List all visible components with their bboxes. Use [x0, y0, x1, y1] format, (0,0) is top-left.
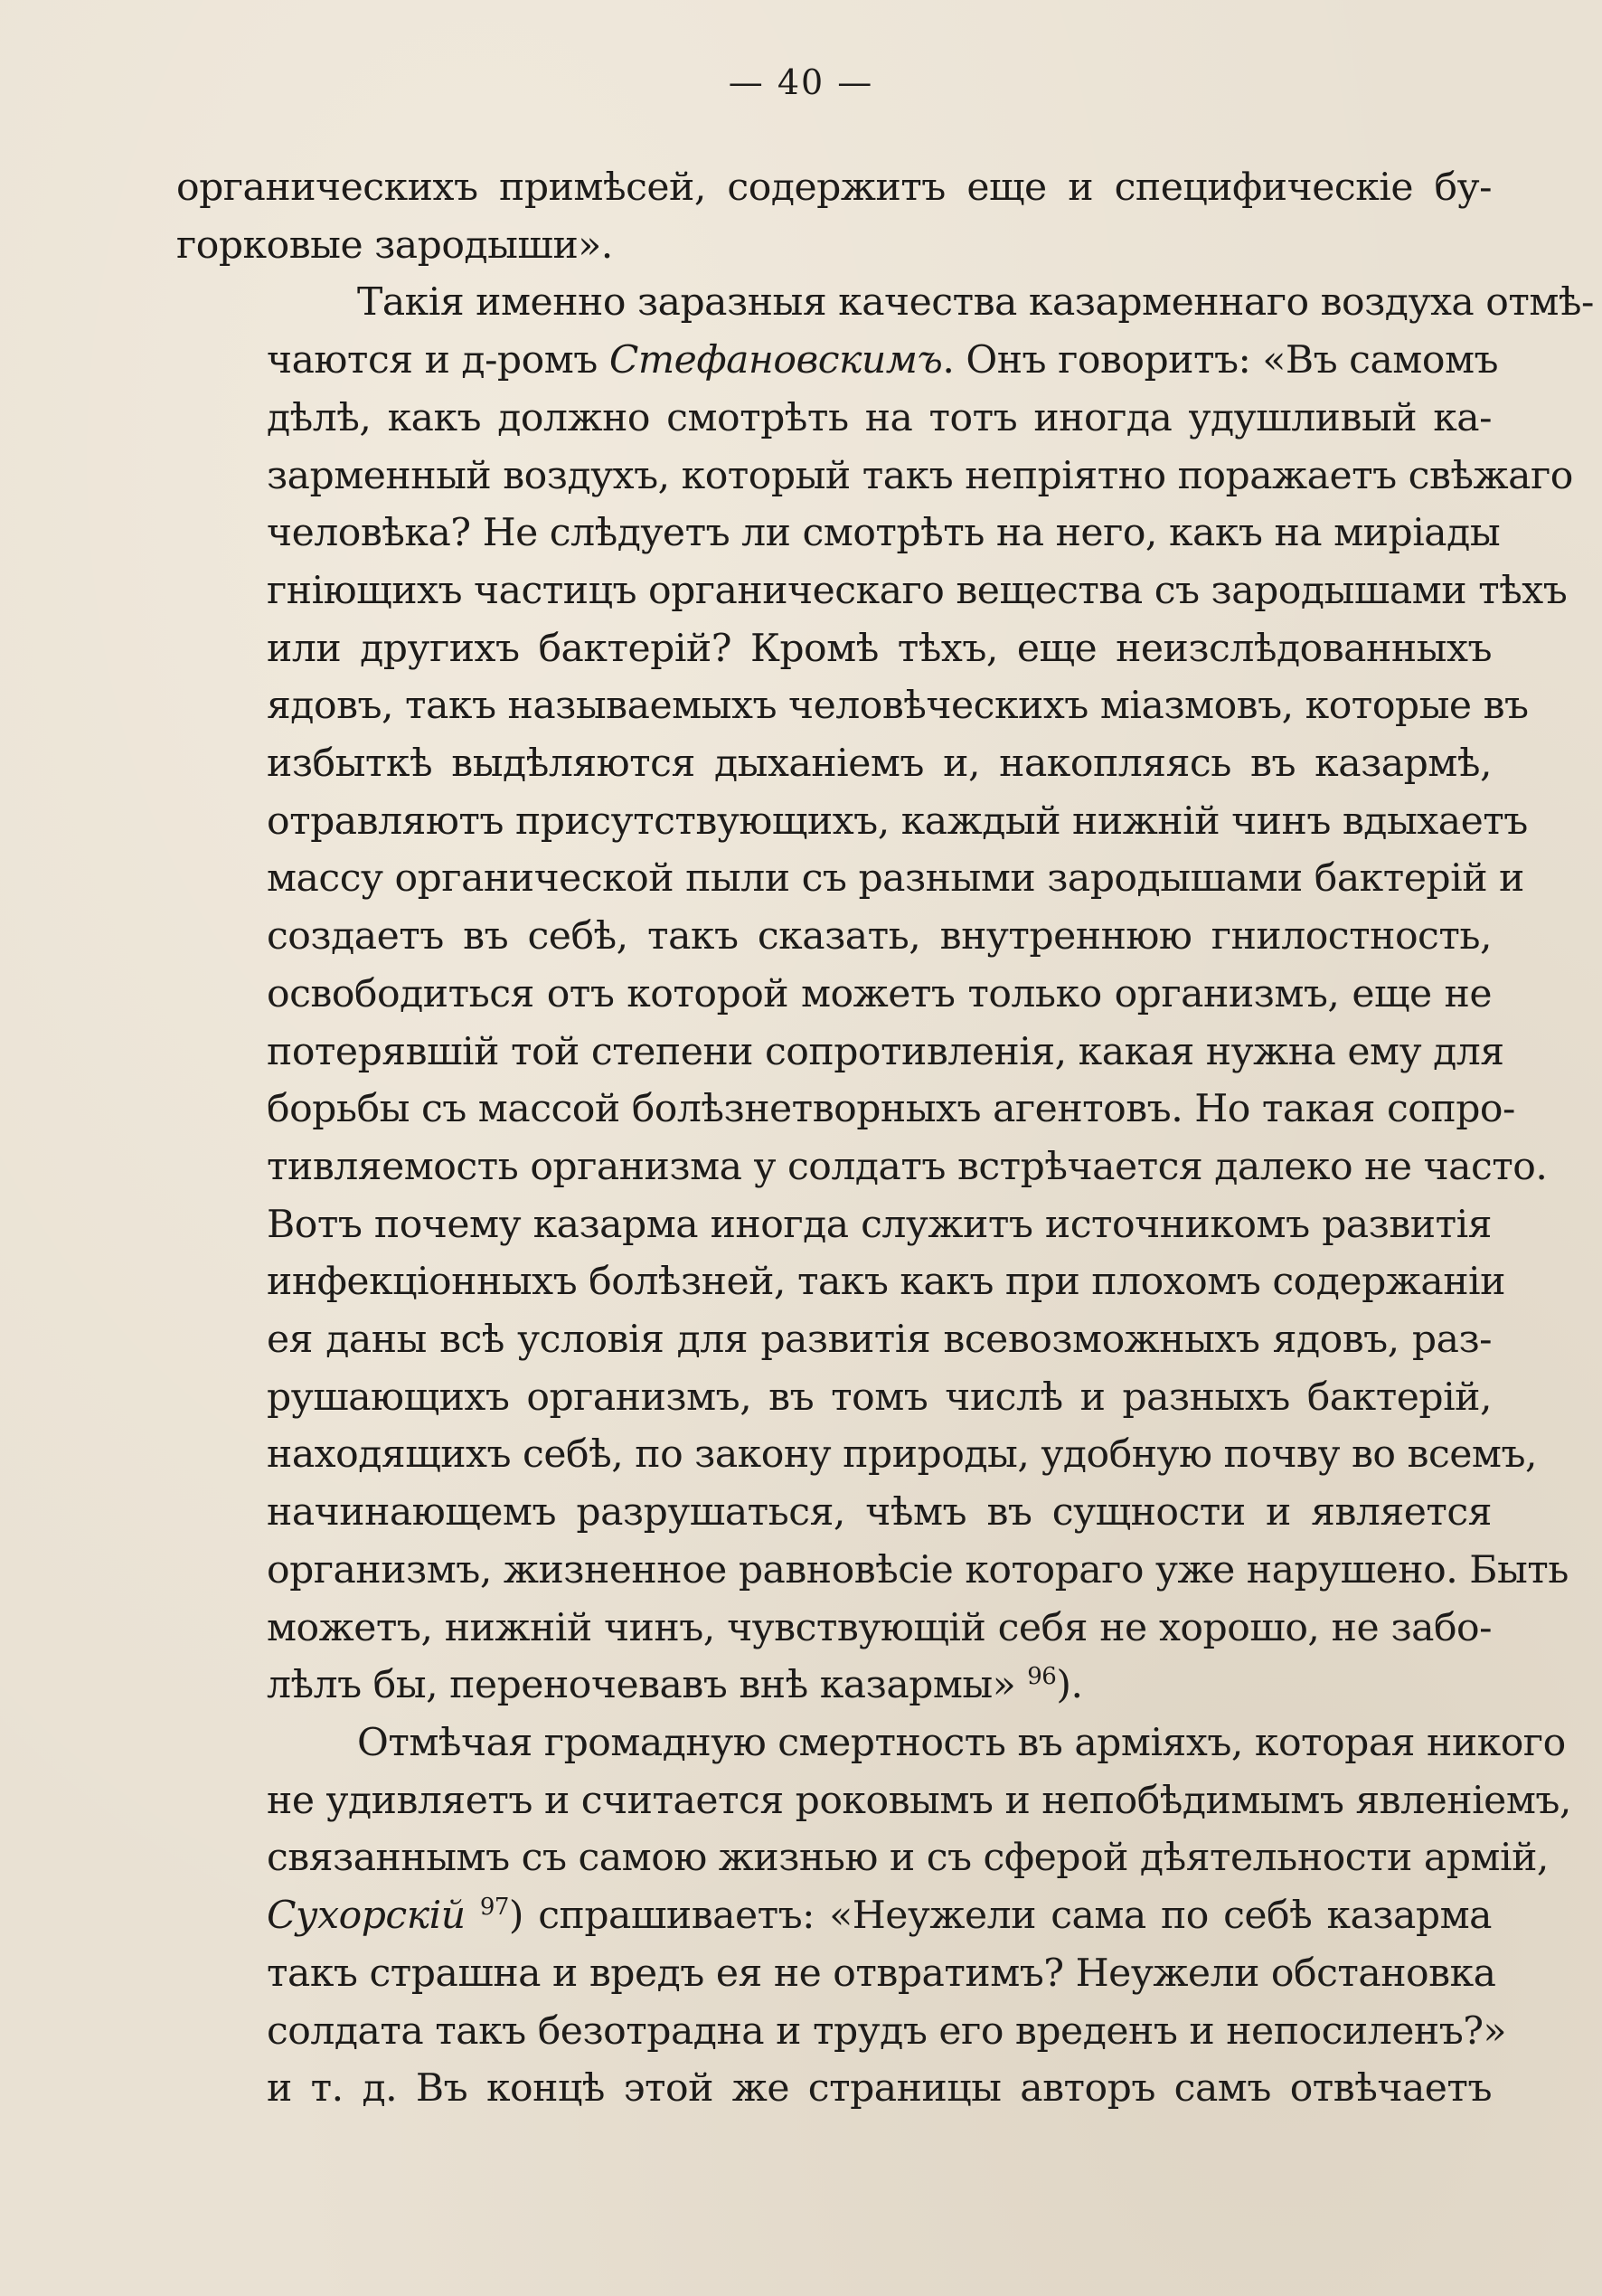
text-line: начинающемъ разрушаться, чѣмъ въ сущности и является — [267, 1490, 1492, 1535]
text-line — [176, 1657, 1492, 1715]
author-name-stefanovsky: Стефановскимъ — [608, 338, 943, 383]
text-line: зарменный воздухъ, который такъ непріятно поражаетъ свѣжаго — [267, 453, 1573, 498]
page-number: — 40 — — [728, 62, 874, 102]
text-line: такъ страшна и вредъ ея не отвратимъ? Неужели обстановка — [267, 1951, 1496, 1996]
text-fragment: ). — [1056, 1663, 1083, 1708]
text-line: массу органической пыли съ разными зародышами бактерій и — [267, 856, 1524, 902]
text-fragment: . Онъ говоритъ: «Въ самомъ — [942, 338, 1499, 383]
text-line: солдата такъ безотрадна и трудъ его вреденъ и непосиленъ?» — [267, 2008, 1507, 2054]
text-line: или другихъ бактерій? Кромѣ тѣхъ, еще неизслѣдованныхъ — [267, 626, 1492, 671]
text-line: рушающихъ организмъ, въ томъ числѣ и разныхъ бактерій, — [267, 1375, 1492, 1420]
text-line: Вотъ почему казарма иногда служитъ источникомъ развитія — [267, 1202, 1492, 1247]
paragraph-3 — [176, 1715, 1571, 2118]
text-line: отравляютъ присутствующихъ, каждый нижній чинъ вдыхаетъ — [267, 798, 1528, 844]
text-line: ея даны всѣ условія для развитія всевозможныхъ ядовъ, раз- — [267, 1318, 1492, 1363]
text-fragment: чаются и д-ромъ — [267, 338, 598, 383]
text-line: Такія именно заразныя качества казарменнаго воздуха отмѣ- — [357, 280, 1594, 326]
text-line: организмъ, жизненное равновѣсіе котораго уже нарушено. Быть — [267, 1547, 1569, 1592]
text-line: органическихъ примѣсей, содержитъ еще и специфическіе бу- — [176, 165, 1492, 210]
text-line: человѣка? Не слѣдуетъ ли смотрѣть на него, какъ на миріады — [267, 511, 1501, 556]
text-line — [176, 332, 1499, 390]
text-line — [176, 1887, 1492, 1945]
text-line: находящихъ себѣ, по закону природы, удобную почву во всемъ, — [267, 1432, 1537, 1478]
paragraph-1 — [176, 159, 1492, 274]
text-fragment: ) спрашиваетъ: «Неужели сама по себѣ казарма — [508, 1894, 1492, 1939]
text-line: потерявшій той степени сопротивленія, какая нужна ему для — [267, 1029, 1504, 1074]
text-line: избыткѣ выдѣляются дыханіемъ и, накопляясь въ казармѣ, — [267, 742, 1492, 787]
text-line: дѣлѣ, какъ должно смотрѣть на тотъ иногда удушливый ка- — [267, 395, 1492, 440]
body-text — [176, 159, 1594, 2118]
text-line: инфекціонныхъ болѣзней, такъ какъ при плохомъ содержаніи — [267, 1260, 1505, 1305]
author-name-sukhorsky: Сухорскій — [267, 1894, 466, 1939]
text-line: Отмѣчая громадную смертность въ арміяхъ, которая никого — [357, 1720, 1566, 1765]
footnote-ref-96: 96 — [1027, 1663, 1057, 1691]
text-line: тивляемость организма у солдатъ встрѣчается далеко не часто. — [267, 1144, 1548, 1189]
paragraph-2 — [176, 274, 1594, 1715]
text-line: освободиться отъ которой можетъ только организмъ, еще не — [267, 971, 1492, 1016]
text-line: гніющихъ частицъ органическаго вещества съ зародышами тѣхъ — [267, 568, 1568, 613]
text-line: ядовъ, такъ называемыхъ человѣческихъ міазмовъ, которые въ — [267, 684, 1529, 729]
text-fragment: лѣлъ бы, переночевавъ внѣ казармы» — [267, 1663, 1016, 1708]
text-line: связаннымъ съ самою жизнью и съ сферой дѣятельности армій, — [267, 1836, 1549, 1881]
text-line: и т. д. Въ концѣ этой же страницы авторъ самъ отвѣчаетъ — [267, 2066, 1492, 2112]
footnote-ref-97: 97 — [479, 1893, 509, 1921]
text-line: борьбы съ массой болѣзнетворныхъ агентовъ. Но такая сопро- — [267, 1087, 1515, 1132]
text-line: создаетъ въ себѣ, такъ сказать, внутреннюю гнилостность, — [267, 914, 1492, 959]
text-line: не удивляетъ и считается роковымъ и непобѣдимымъ явленіемъ, — [267, 1778, 1571, 1823]
text-line: горковые зародыши». — [176, 222, 613, 268]
text-line: можетъ, нижній чинъ, чувствующій себя не хорошо, не забо- — [267, 1605, 1492, 1650]
